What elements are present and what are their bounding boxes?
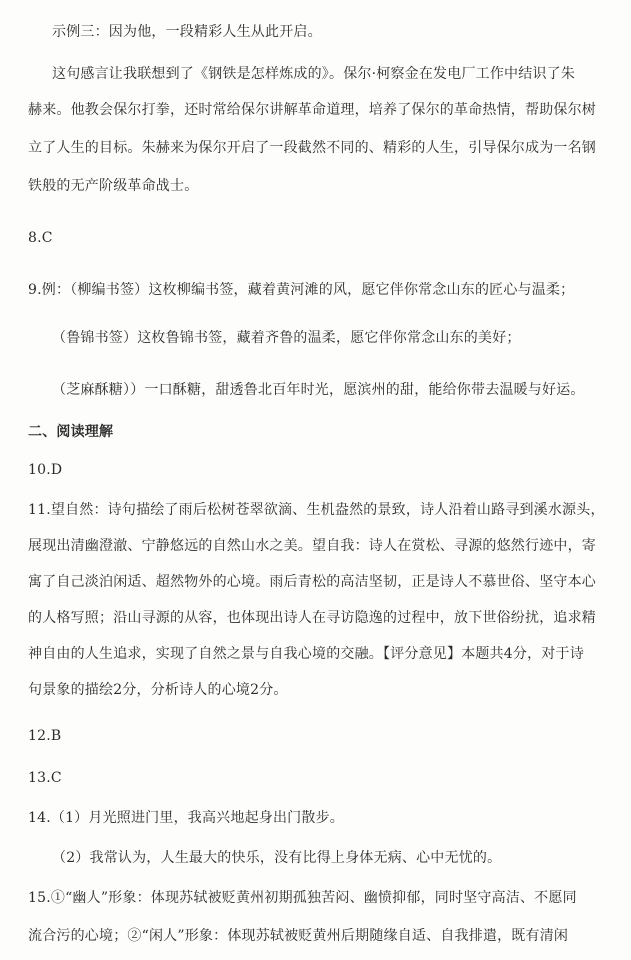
answer-8: 8.C xyxy=(28,230,53,246)
example-three-heading: 示例三：因为他，一段精彩人生从此开启。 xyxy=(52,24,322,40)
answer-11-line: 展现出清幽澄澈、宁静悠远的自然山水之美。望自我：诗人在赏松、寻源的悠然行迹中，寄 xyxy=(28,538,596,554)
paragraph-line: 赫来。他教会保尔打拳，还时常给保尔讲解革命道理，培养了保尔的革命热情，帮助保尔树 xyxy=(28,102,596,118)
answer-10: 10.D xyxy=(28,462,63,478)
section-heading: 二、阅读理解 xyxy=(28,424,114,440)
answer-11: 11.望自然：诗句描绘了雨后松树苍翠欲滴、生机盎然的景致，诗人沿着山路寻到溪水源头， xyxy=(28,502,605,518)
paragraph-line: 铁般的无产阶级革命战士。 xyxy=(28,178,199,194)
answer-9-line: （芝麻酥糖））一口酥糖，甜透鲁北百年时光，愿滨州的甜，能给你带去温暖与好运。 xyxy=(52,382,585,398)
answer-12: 12.B xyxy=(28,728,62,744)
answer-11-line: 句景象的描绘2分，分析诗人的心境2分。 xyxy=(28,682,288,698)
paragraph-line: 立了人生的目标。朱赫来为保尔开启了一段截然不同的、精彩的人生，引导保尔成为一名钢 xyxy=(28,140,596,156)
answer-9-line: （鲁锦书签）这枚鲁锦书签，藏着齐鲁的温柔，愿它伴你常念山东的美好； xyxy=(52,330,521,346)
answer-11-line: 寓了自己淡泊闲适、超然物外的心境。雨后青松的高洁坚韧，正是诗人不慕世俗、坚守本心 xyxy=(28,574,596,590)
answer-11-line: 的人格写照；沿山寻源的从容，也体现出诗人在寻访隐逸的过程中，放下世俗纷扰，追求精 xyxy=(28,610,596,626)
answer-14-line: （2）我常认为，人生最大的快乐，没有比得上身体无病、心中无忧的。 xyxy=(52,850,502,866)
paragraph-line: 这句感言让我联想到了《钢铁是怎样炼成的》。保尔·柯察金在发电厂工作中结识了朱 xyxy=(52,66,576,82)
answer-9: 9.例：（柳编书签）这枚柳编书签，藏着黄河滩的风，愿它伴你常念山东的匠心与温柔； xyxy=(28,282,575,298)
answer-13: 13.C xyxy=(28,770,62,786)
answer-15: 15.①“幽人”形象：体现苏轼被贬黄州初期孤独苦闷、幽愤抑郁，同时坚守高洁、不愿同 xyxy=(28,890,577,906)
answer-11-line: 神自由的人生追求，实现了自然之景与自我心境的交融。【评分意见】本题共4分，对于诗 xyxy=(28,646,584,662)
answer-14: 14.（1）月光照进门里，我高兴地起身出门散步。 xyxy=(28,810,344,826)
answer-15-line: 流合污的心境；②“闲人”形象：体现苏轼被贬黄州后期随缘自适、自我排遣，既有清闲 xyxy=(28,928,569,944)
